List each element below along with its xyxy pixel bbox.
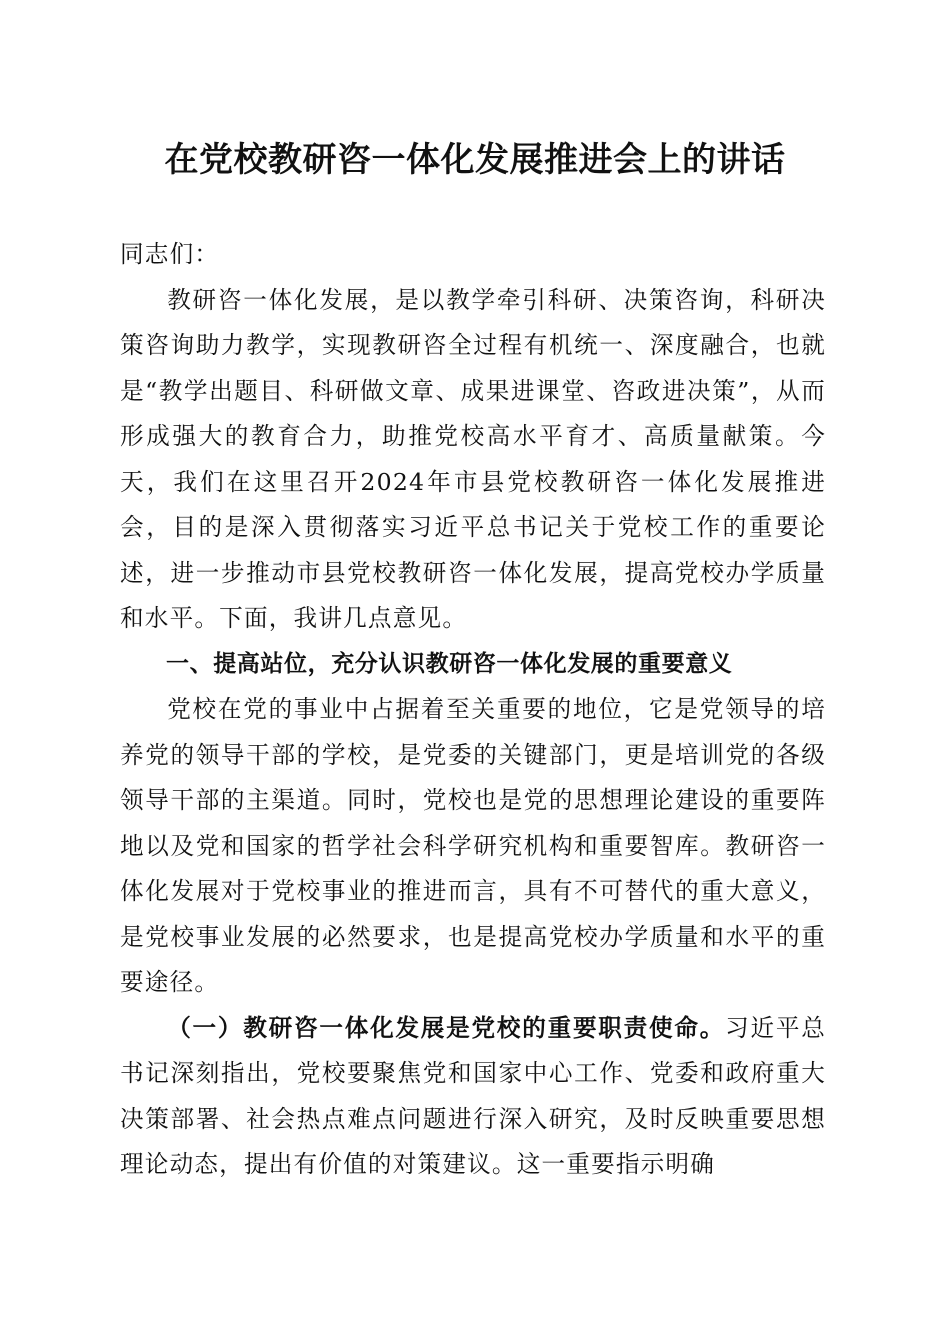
subsection-1-paragraph [120,1006,826,1188]
salutation: 同志们： [120,240,220,268]
intro-paragraph: 教研咨一体化发展，是以教学牵引科研、决策咨询，科研决策咨询助力教学，实现教研咨全过程有机统一、深度融合，也就是“教学出题目、科研做文章、成果进课堂、咨政进决策”，从而形成强大的教育合力，助推党校高水平育才、高质量献策。今天，我们在这里召开2024年市县党校教研咨一体化发展推进会，目的是深入贯彻落实习近平总书记关于党校工作的重要论述，进一步推动市县党校教研咨一体化发展，提高党校办学质量和水平。下面，我讲几点意见。 [120,285,826,632]
subsection-1-text: 习近平总书记深刻指出，党校要聚焦党和国家中心工作、党委和政府重大决策部署、社会热点难点问题进行深入研究，及时反映重要思想理论动态，提出有价值的对策建议。这一重要指示明确 [120,1013,826,1178]
subsection-1-title: （一）教研咨一体化发展是党校的重要职责使命。 [167,1013,726,1042]
section-1-paragraph: 党校在党的事业中占据着至关重要的地位，它是党领导的培养党的领导干部的学校，是党委的关键部门，更是培训党的各级领导干部的主渠道。同时，党校也是党的思想理论建设的重要阵地以及党和国家的哲学社会科学研究机构和重要智库。教研咨一体化发展对于党校事业的推进而言，具有不可替代的重大意义，是党校事业发展的必然要求，也是提高党校办学质量和水平的重要途径。 [120,695,826,996]
section-heading-1: 一、提高站位，充分认识教研咨一体化发展的重要意义 [166,650,733,677]
document-title: 在党校教研咨一体化发展推进会上的讲话 [164,140,786,180]
document-body [120,232,826,1188]
